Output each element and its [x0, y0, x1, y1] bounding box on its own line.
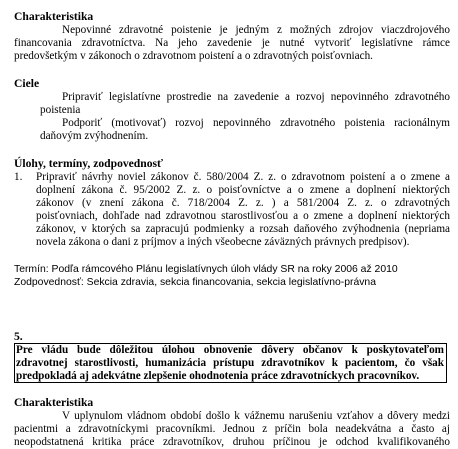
list-item-line: doplnení zákona č. 95/2002 Z. z. o poisťovníctve a o zmene a doplnení niektorých	[36, 184, 450, 196]
heading-ulohy: Úlohy, termíny, zodpovednosť	[14, 157, 164, 170]
boxed-line: Pre vládu bude dôležitou úlohou obnovenie dôvery občanov k poskytovateľom	[16, 344, 444, 356]
paragraph-line: financovania zdravotníctva. Na jeho zavedenie je nutné vytvoriť legislatívne rámce	[14, 37, 450, 49]
list-item-line: zákonov (v znení zákona č. 718/2004 Z. z. ) a 581/2004 Z. z. o zdravotných	[36, 197, 450, 209]
heading-charakteristika: Charakteristika	[14, 10, 94, 23]
list-item-line: poisťovniach, dohľade nad zdravotnou starostlivosťou a o zmene a doplnení niektorých	[36, 210, 450, 222]
paragraph-line: predovšetkým v zákonoch o zdravotnom poistení a o zdravotných poisťovniach.	[14, 50, 373, 62]
paragraph-line: daňovým zvýhodnením.	[40, 130, 149, 142]
paragraph-line: poistenia	[40, 104, 81, 116]
section-number: 5.	[14, 330, 23, 343]
paragraph-line: neopodstatnená kritika práce zdravotníkov, druhou príčinou je odchod kvalifikovaného	[14, 436, 450, 448]
zodpovednost-line: Zodpovednosť: Sekcia zdravia, sekcia financovania, sekcia legislatívno-právna	[14, 277, 376, 288]
heading-ciele: Ciele	[14, 77, 40, 90]
boxed-line: predpokladá aj adekvátne zlepšenie ohodnotenia práce zdravotníckych pracovníkov.	[16, 370, 420, 382]
list-item-line: Pripraviť návrhy noviel zákonov č. 580/2004 Z. z. o zdravotnom poistení a o zmene a	[36, 171, 450, 183]
list-item-line: novela zákona o dani z príjmov a iných všeobecne záväzných právnych predpisov).	[36, 236, 410, 248]
termin-line: Termín: Podľa rámcového Plánu legislatívnych úloh vlády SR na roky 2006 až 2010	[14, 264, 398, 275]
paragraph-line: pacientmi a zdravotníckymi pracovníkmi. Jednou z príčin bola neadekvátna a často aj	[14, 423, 450, 435]
list-item-line: zákonov, v ktorých sa zapracujú podmienky a rozsah daňového zvýhodnenia (nepriama	[36, 223, 450, 235]
list-item-number: 1.	[14, 171, 23, 183]
boxed-line: zdravotnej starostlivosti, humanizácia prístupu zdravotníkov k pacientom, čo však	[16, 357, 444, 369]
paragraph-line: V uplynulom vládnom období došlo k vážnemu narušeniu vzťahov a dôvery medzi	[62, 410, 450, 422]
heading-charakteristika-2: Charakteristika	[14, 396, 94, 409]
paragraph-line: Nepovinné zdravotné poistenie je jedným z možných zdrojov viaczdrojového	[62, 24, 450, 36]
paragraph-line: Pripraviť legislatívne prostredie na zavedenie a rozvoj nepovinného zdravotného	[62, 91, 450, 103]
paragraph-line: Podporiť (motivovať) rozvoj nepovinného zdravotného poistenia racionálnym	[62, 117, 450, 129]
